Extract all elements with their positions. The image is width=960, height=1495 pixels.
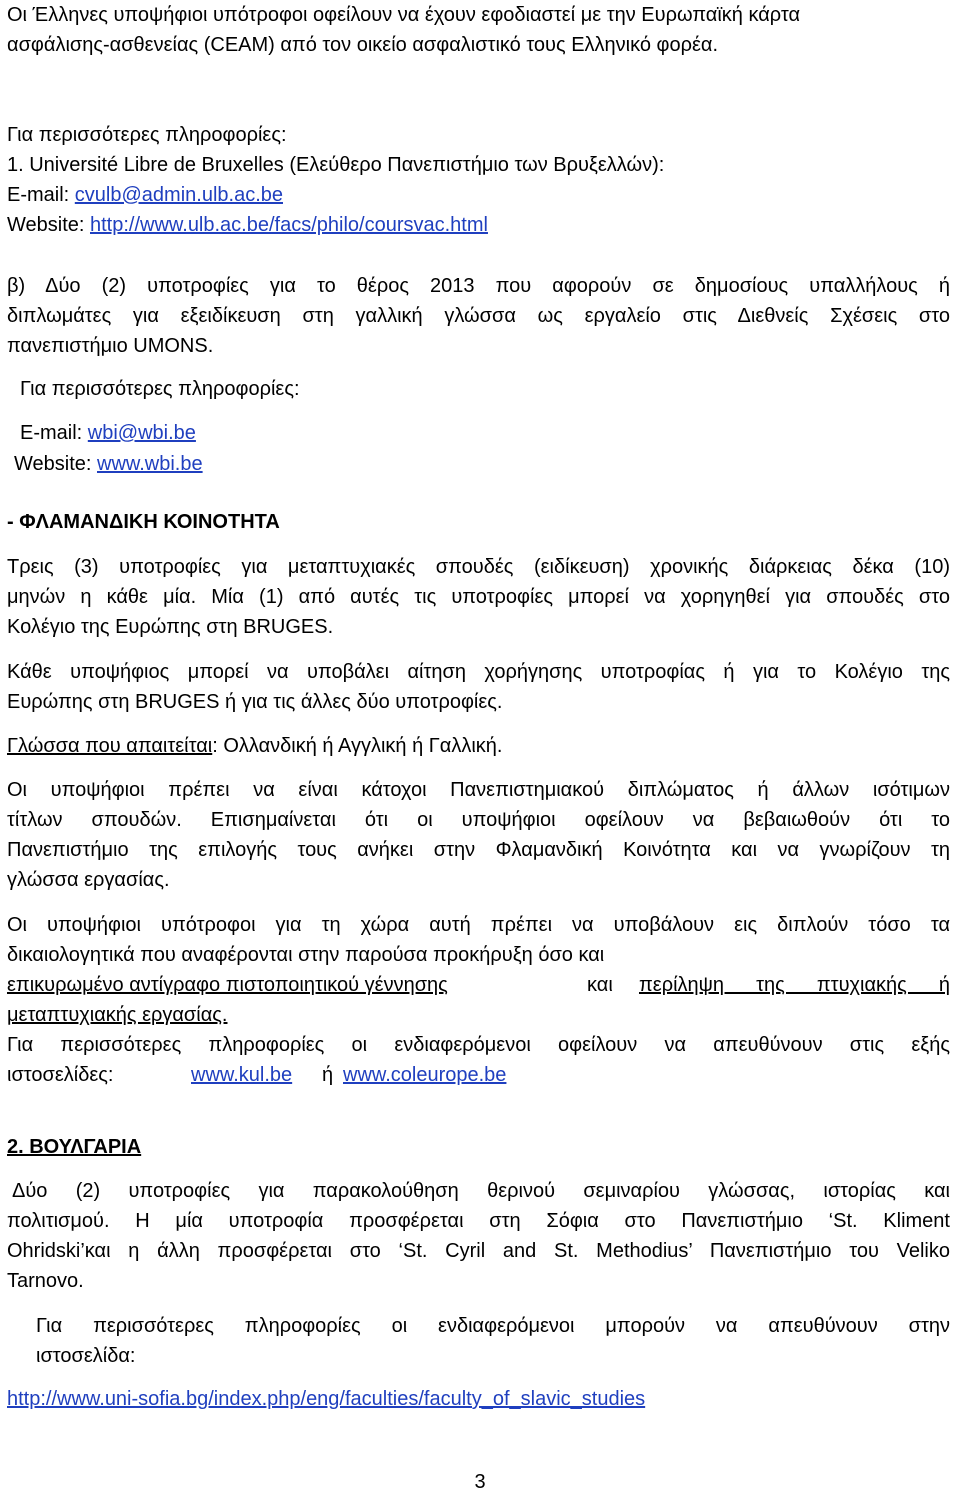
flemish-p2-line-1: Κάθε υποψήφιος μπορεί να υποβάλει αίτηση χορήγησης υποτροφίας ή για το Κολέγιο της <box>7 661 950 683</box>
website-label: Website: <box>7 214 90 236</box>
wbi-website-link[interactable]: www.wbi.be <box>97 453 203 475</box>
and-text: και <box>587 974 613 996</box>
ulb-website-line <box>7 212 488 238</box>
language-label: Γλώσσα που απαιτείται <box>7 735 213 757</box>
thesis-summary-text: περίληψη της πτυχιακής ή <box>639 974 950 996</box>
intro-line-1: Οι Έλληνες υποψήφιοι υπότροφοι οφείλουν να έχουν εφοδιαστεί με την Ευρωπαϊκή κάρτα <box>7 4 801 26</box>
flemish-p3-line-3: Πανεπιστήμιο της επιλογής τους ανήκει στην Φλαμανδική Κοινότητα και να γνωρίζουν τη <box>7 839 950 861</box>
sofia-url-link[interactable]: http://www.uni-sofia.bg/index.php/eng/faculties/faculty_of_slavic_studies <box>7 1388 646 1410</box>
language-line <box>7 733 502 759</box>
wbi-email-line <box>20 420 196 446</box>
bulgaria-line-3: Ohridski’και η άλλη προσφέρεται στο ‘St. Cyril and St. Methodius’ Πανεπιστήμιο του Veliko <box>7 1240 950 1262</box>
coleurope-link[interactable]: www.coleurope.be <box>343 1064 507 1086</box>
flemish-p3-line-1: Οι υποψήφιοι πρέπει να είναι κάτοχοι Πανεπιστημιακού διπλώματος ή άλλων ισότιμων <box>7 779 950 801</box>
or-text: ή <box>322 1064 334 1086</box>
beta-line-3: πανεπιστήμιο UMONS. <box>7 335 214 357</box>
flemish-p3-line-4: γλώσσα εργασίας. <box>7 869 170 891</box>
ulb-item: 1. Université Libre de Bruxelles (Ελεύθερο Πανεπιστήμιο των Βρυξελλών): <box>7 154 665 176</box>
wbi-email-link[interactable]: wbi@wbi.be <box>87 422 196 444</box>
intro-line-2: ασφάλισης-ασθενείας (CEAM) από τον οικείο ασφαλιστικό τους Ελληνικό φορέα. <box>7 34 719 56</box>
websites-label: ιστοσελίδες: <box>7 1064 114 1086</box>
bulgaria-line-1: Δύο (2) υποτροφίες για παρακολούθηση θερινού σεμιναρίου γλώσσας, ιστορίας και <box>12 1180 950 1202</box>
bulgaria-heading: 2. ΒΟΥΛΓΑΡΙΑ <box>7 1136 142 1158</box>
email-label: E-mail: <box>20 422 88 444</box>
birth-certificate-text: επικυρωμένο αντίγραφο πιστοποιητικού γέννησης <box>7 974 448 996</box>
flemish-p2-line-2: Ευρώπης στη BRUGES ή για τις άλλες δύο υποτροφίες. <box>7 691 503 713</box>
flemish-p4-line-2: δικαιολογητικά που αναφέρονται στην παρούσα προκήρυξη όσο και <box>7 944 605 966</box>
bulgaria-more-info-2: ιστοσελίδα: <box>36 1345 136 1367</box>
flemish-p1-line-2: μηνών η κάθε μία. Μία (1) από αυτές τις υποτροφίες μπορεί να χορηγηθεί για σπουδές στο <box>7 586 950 608</box>
kul-link[interactable]: www.kul.be <box>191 1064 293 1086</box>
flemish-p1-line-3: Κολέγιο της Ευρώπης στη BRUGES. <box>7 616 334 638</box>
bulgaria-line-2: πολιτισμού. Η μία υποτροφία προσφέρεται στη Σόφια στο Πανεπιστήμιο ‘St. Kliment <box>7 1210 950 1232</box>
more-info-label-1: Για περισσότερες πληροφορίες: <box>7 124 287 146</box>
wbi-website-line <box>14 451 203 477</box>
website-label: Website: <box>14 453 97 475</box>
flemish-p4-line-4: μεταπτυχιακής εργασίας. <box>7 1004 228 1026</box>
flemish-p3-line-2: τίτλων σπουδών. Επισημαίνεται ότι οι υποψήφιοι οφείλουν να βεβαιωθούν ότι το <box>7 809 950 831</box>
ulb-email-link[interactable]: cvulb@admin.ulb.ac.be <box>74 184 283 206</box>
more-info-label-2: Για περισσότερες πληροφορίες: <box>20 378 300 400</box>
flemish-p4-line-1: Οι υποψήφιοι υπότροφοι για τη χώρα αυτή πρέπει να υποβάλουν εις διπλούν τόσο τα <box>7 914 950 936</box>
email-label: E-mail: <box>7 184 75 206</box>
beta-line-1: β) Δύο (2) υποτροφίες για το θέρος 2013 που αφορούν σε δημοσίους υπαλλήλους ή <box>7 275 950 297</box>
flemish-p1-line-1: Τρεις (3) υποτροφίες για μεταπτυχιακές σπουδές (ειδίκευση) χρονικής διάρκειας δέκα (10) <box>7 556 950 578</box>
language-value: : Ολλανδική ή Αγγλική ή Γαλλική. <box>212 735 503 757</box>
page-number: 3 <box>474 1471 486 1493</box>
bulgaria-more-info-1: Για περισσότερες πληροφορίες οι ενδιαφερόμενοι μπορούν να απευθύνουν στην <box>36 1315 950 1337</box>
flemish-heading: - ΦΛΑΜΑΝΔΙΚΗ ΚΟΙΝΟΤΗΤΑ <box>7 511 280 533</box>
bulgaria-line-4: Tarnovo. <box>7 1270 84 1292</box>
beta-line-2: διπλωμάτες για εξειδίκευση στη γαλλική γλώσσα ως εργαλείο στις Διεθνείς Σχέσεις στο <box>7 305 950 327</box>
flemish-p4-line-5: Για περισσότερες πληροφορίες οι ενδιαφερόμενοι οφείλουν να απευθύνουν στις εξής <box>7 1034 950 1056</box>
sofia-url-line <box>7 1386 645 1412</box>
ulb-website-link[interactable]: http://www.ulb.ac.be/facs/philo/coursvac.html <box>90 214 488 236</box>
ulb-email-line <box>7 182 283 208</box>
